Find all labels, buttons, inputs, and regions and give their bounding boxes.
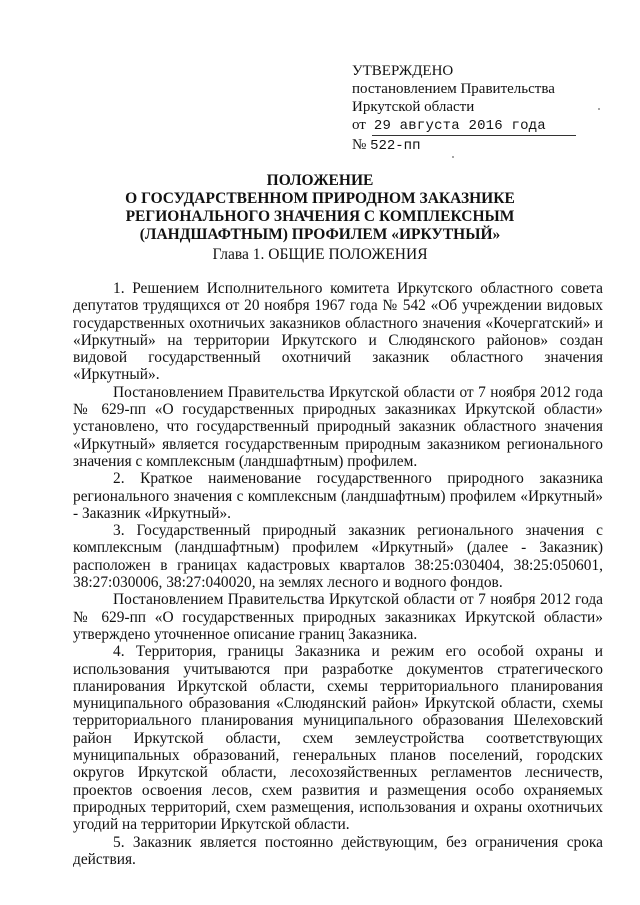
paragraph-4: 3. Государственный природный заказник регионального значения с комплексным (ландшафтным) профилем «Иркутный» (далее - Заказник) расположен в границах кадастровых кварталов 38:25:030404, 38:25:050601, 38:27:030006, 38:27:040020, на землях лесного и водного фондов. (73, 522, 603, 592)
paragraph-7: 5. Заказник является постоянно действующим, без ограничения срока действия. (73, 833, 603, 868)
scan-speck (598, 108, 600, 110)
approval-block (352, 62, 622, 155)
paragraph-2: Постановлением Правительства Иркутской области от 7 ноября 2012 года № 629-пп «О государственных природных заказниках Иркутской области» установлено, что государственный природный заказник областного значения «Иркутный» является государственным природным заказником регионального значения с комплексным (ландшафтным) профилем. (73, 383, 603, 470)
approval-line-2: Иркутской области (352, 99, 475, 115)
paragraph-5: Постановлением Правительства Иркутской области от 7 ноября 2012 года № 629-пп «О государственных природных заказниках Иркутской области» утверждено уточненное описание границ Заказника. (73, 591, 603, 643)
title-line-3: РЕГИОНАЛЬНОГО ЗНАЧЕНИЯ С КОМПЛЕКСНЫМ (125, 208, 515, 225)
paragraph-6: 4. Территория, границы Заказника и режим его особой охраны и использования учитываются при разработке документов стратегического планирования Иркутской области, схемы территориального планирования муниципального образования «Слюдянский район» Иркутской области, схемы территориального планирования муниципального образования Шелеховский район Иркутской области, схем землеустройства соответствующих муниципальных образований, генеральных планов поселений, городских округов Иркутской области, лесохозяйственных регламентов лесничеств, проектов освоения лесов, схем развития и размещения особо охраняемых природных территорий, схем размещения, использования и охраны охотничьих угодий на территории Иркутской области. (73, 643, 603, 834)
approval-line-1: постановлением Правительства (352, 81, 555, 97)
approval-date: 29 августа 2016 года (372, 117, 576, 136)
approval-number-line (352, 136, 622, 155)
approval-date-line (352, 116, 622, 136)
title-line-4: (ЛАНДШАФТНЫМ) ПРОФИЛЕМ «ИРКУТНЫЙ» (139, 226, 501, 243)
chapter-heading: Глава 1. ОБЩИЕ ПОЛОЖЕНИЯ (212, 246, 428, 263)
title-line-1: ПОЛОЖЕНИЕ (266, 172, 374, 189)
scan-speck (452, 156, 454, 158)
paragraph-1: 1. Решением Исполнительного комитета Иркутского областного совета депутатов трудящихся от 20 ноября 1967 года № 542 «Об учреждении видовых государственных охотничьих заказников областного значения «Кочергатский» и «Иркутный» на территории Иркутского и Слюдянского районов» создан видовой государственный охотничий заказник областного значения «Иркутный». (73, 280, 603, 384)
title-line-2: О ГОСУДАРСТВЕННОМ ПРИРОДНОМ ЗАКАЗНИКЕ (125, 190, 515, 207)
paragraph-3: 2. Краткое наименование государственного природного заказника регионального значения с комплексным (ландшафтным) профилем «Иркутный» - Заказник «Иркутный». (73, 470, 603, 522)
approval-heading: УТВЕРЖДЕНО (352, 63, 454, 79)
number-prefix: № (352, 137, 367, 153)
document-title (80, 172, 560, 244)
date-prefix: от (352, 117, 366, 133)
document-body (73, 280, 603, 868)
approval-number: 522-пп (370, 138, 421, 154)
